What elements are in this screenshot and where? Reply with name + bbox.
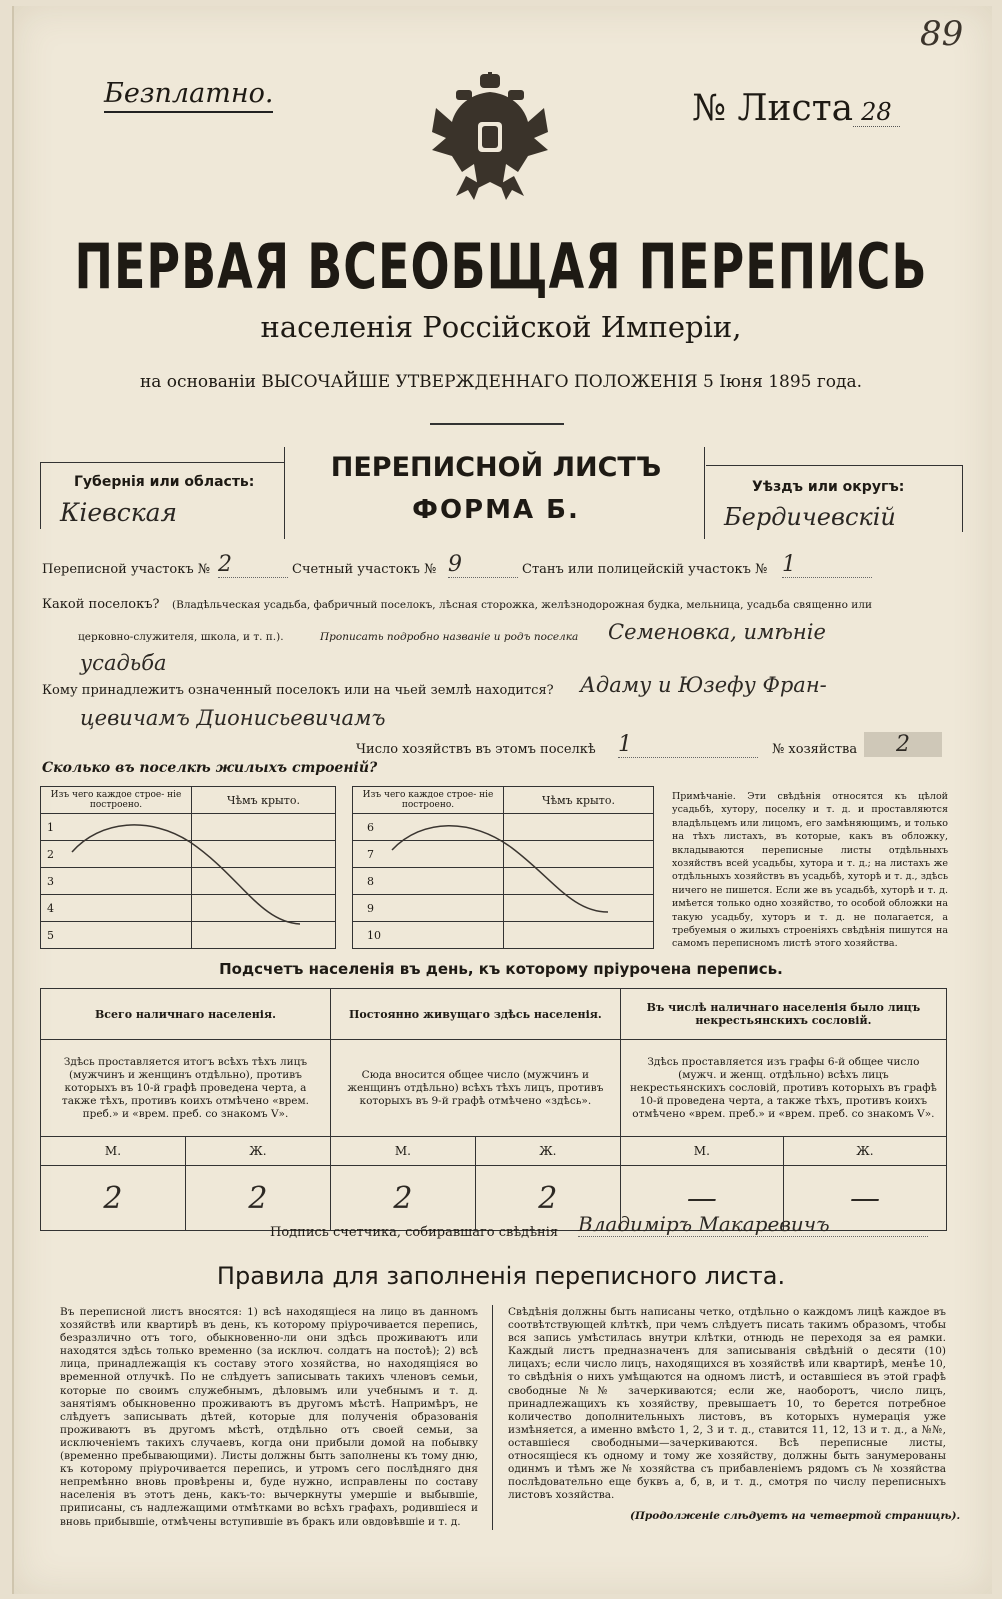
signature-label: Подпись счетчика, собиравшаго свѣдѣнія <box>270 1225 559 1240</box>
owner-question: Кому принадлежитъ означенный поселокъ или на чьей землѣ находится? <box>42 683 554 698</box>
households-value: 1 <box>618 732 758 758</box>
census-section-value: 2 <box>218 552 288 578</box>
free-label: Безплатно. <box>104 78 273 113</box>
permanent-female-value: 2 <box>475 1166 620 1231</box>
col-roof-header: Чѣмъ крыто. <box>192 787 336 814</box>
male-label: М. <box>41 1137 186 1166</box>
building-row-number: 8 <box>353 868 504 895</box>
col-material-header: Изъ чего каждое строе- ніе построено. <box>41 787 192 814</box>
rules-right-column: Свѣдѣнія должны быть написаны четко, отдѣльно о каждомъ лицѣ каждое въ соотвѣтствующей клѣткѣ, при чемъ слѣдуетъ писать такимъ образомъ, чтобы вся запись умѣстилась внутри клѣтки, отнюдь не переходя за ея рамки. Каждый листъ предназначенъ для записыванія свѣдѣній о десяти (10) лицахъ; если число лицъ, находящихся въ хозяйствѣ или квартирѣ, менѣе 10, то свѣдѣнія о нихъ умѣщаются на одномъ листѣ, и оставшіеся въ этой графѣ свободные №№ зачеркиваются; если же, наоборотъ, число лицъ, принадлежащихъ къ хозяйству, превышаетъ 10, то берется потребное количество дополнительныхъ листовъ, въ которыхъ нумерація уже измѣняется, а именно вмѣсто 1, 2, 3 и т. д., ставится 11, 12, 13 и т. д., а №№, оставшіеся свободными—зачеркиваются. Всѣ переписные листы, относящіеся къ одному и тому же хозяйству, должны быть занумерованы одинмъ и тѣмъ же № хозяйства съ прибавленіемъ рядомъ съ № хозяйства послѣдовательно еще буквъ а, б, в, и т. д., смотря по числу переписныхъ листовъ хозяйства. <box>508 1306 946 1502</box>
police-section-label: Станъ или полицейскій участокъ № <box>522 562 768 577</box>
police-section-value: 1 <box>782 552 872 578</box>
divider <box>284 447 285 539</box>
households-label: Число хозяйствъ въ этомъ поселкѣ <box>356 742 596 757</box>
form-title: ПЕРЕПИСНОЙ ЛИСТЪ <box>330 452 662 483</box>
owner-value-2: цевичамъ Дионисьевичамъ <box>80 706 386 730</box>
col-roof-header: Чѣмъ крыто. <box>504 787 654 814</box>
sheet-number-label: № Листа <box>692 88 854 129</box>
household-no-label: № хозяйства <box>772 742 858 757</box>
building-row-number: 10 <box>353 922 504 949</box>
page-title: ПЕРВАЯ ВСЕОБЩАЯ ПЕРЕПИСЬ <box>74 230 928 303</box>
settlement-value: Семеновка, имѣніе <box>608 620 826 644</box>
non-peasant-male-value: — <box>620 1166 783 1231</box>
owner-value: Адаму и Юзефу Фран- <box>580 673 827 697</box>
col-permanent-desc: Сюда вносится общее число (мужчинъ и женщинъ отдѣльно) всѣхъ тѣхъ лицъ, противъ которыхъ въ 9-й графѣ отмѣчено «здѣсь». <box>330 1040 620 1137</box>
divider <box>430 423 564 425</box>
building-row-number: 6 <box>353 814 504 841</box>
page-subtitle: населенія Россійской Имперіи, <box>260 310 742 344</box>
settlement-value-2: усадьба <box>80 651 167 675</box>
building-row-number: 1 <box>41 814 192 841</box>
household-no-value: 2 <box>864 732 942 757</box>
building-row-number: 2 <box>41 841 192 868</box>
district-value: Бердичевскій <box>724 503 896 531</box>
settlement-hint-2: церковно-служителя, школа, и т. п.). <box>78 631 284 643</box>
district-label: Уѣздъ или округъ: <box>752 479 905 495</box>
legal-basis: на основаніи ВЫСОЧАЙШЕ УТВЕРЖДЕННАГО ПОЛОЖЕНІЯ 5 Іюня 1895 года. <box>139 372 863 392</box>
divider <box>704 447 705 539</box>
permanent-male-value: 2 <box>330 1166 475 1231</box>
female-label: Ж. <box>185 1137 330 1166</box>
non-peasant-female-value: — <box>783 1166 946 1231</box>
male-label: М. <box>330 1137 475 1166</box>
building-row-number: 4 <box>41 895 192 922</box>
form-subtitle: ФОРМА Б. <box>412 495 580 525</box>
col-permanent-header: Постоянно живущаго здѣсь населенія. <box>330 989 620 1040</box>
building-row-number: 3 <box>41 868 192 895</box>
col-material-header: Изъ чего каждое строе- ніе построено. <box>353 787 504 814</box>
sheet-number <box>692 88 900 129</box>
rules-left-column: Въ переписной листъ вносятся: 1) всѣ находящіеся на лицо въ данномъ хозяйствѣ или квартирѣ въ день, къ которому пріурочивается перепись, безразлично отъ того, обыкновенно-ли они здѣсь проживаютъ или находятся здѣсь только временно (за исключ. солдатъ на постоѣ); 2) всѣ лица, принадлежащія къ составу этого хозяйства, но находящіяся во временной отлучкѣ. По не слѣдуетъ записывать такихъ членовъ семьи, которые по своимъ служебнымъ, дѣловымъ или учебнымъ и т. д. занятіямъ обыкновенно проживаютъ въ другомъ мѣстѣ. Напримѣръ, не слѣдуетъ записывать дѣтей, которые для полученія образованія проживаютъ въ другомъ мѣстѣ, отдѣльно отъ своей семьи, за исключеніемъ такихъ случаевъ, когда они прибыли домой на побывку (временно пребывающими). Листы должны быть заполнены къ тому дню, къ которому пріурочивается перепись, и утромъ сего послѣдняго дня непремѣнно вновь провѣрены и, буде нужно, исправлены по составу населенія въ этотъ день, какъ-то: вычеркнуты умершіе и выбывшіе, приписаны, съ надлежащими отмѣтками во всѣхъ графахъ, родившіеся и вновь прибывшіе, отмѣчены вступившіе въ бракъ или овдовѣвшіе и т. д. <box>60 1306 478 1528</box>
count-section-value: 9 <box>448 552 518 578</box>
male-label: М. <box>620 1137 783 1166</box>
total-female-value: 2 <box>185 1166 330 1231</box>
rules-title: Правила для заполненія переписного листа. <box>216 1262 786 1290</box>
population-table <box>40 988 947 1231</box>
count-section-label: Счетный участокъ № <box>292 562 437 577</box>
sheet-number-value: 28 <box>853 98 900 127</box>
settlement-instruction: Прописать подробно названіе и родъ поселка <box>320 631 579 643</box>
female-label: Ж. <box>475 1137 620 1166</box>
total-male-value: 2 <box>41 1166 186 1231</box>
building-row-number: 9 <box>353 895 504 922</box>
female-label: Ж. <box>783 1137 946 1166</box>
census-section-label: Переписной участокъ № <box>42 562 211 577</box>
building-row-number: 7 <box>353 841 504 868</box>
col-non-peasant-header: Въ числѣ наличнаго населенія было лицъ некрестьянскихъ сословій. <box>620 989 946 1040</box>
col-total-header: Всего наличнаго населенія. <box>41 989 331 1040</box>
continued-note: (Продолженіе слѣдуетъ на четвертой страницѣ). <box>630 1510 961 1522</box>
divider <box>492 1305 493 1530</box>
population-title: Подсчетъ населенія въ день, къ которому пріурочена перепись. <box>219 960 783 978</box>
strike-curve <box>40 812 336 942</box>
buildings-note: Примѣчаніе. Эти свѣдѣнія относятся къ цѣлой усадьбѣ, хутору, поселку и т. д. и проставляются владѣльцемъ или лицомъ, его замѣняющимъ, и только на тѣхъ листахъ, въ которые, какъ въ обложку, вкладываются переписные листы отдѣльныхъ хозяйствъ всей усадьбы, хутора и т. д.; на листахъ же отдѣльныхъ хозяйствъ въ усадьбѣ, хуторѣ и т. д., здѣсь ничего не пишется. Если же въ усадьбѣ, хуторѣ и т. д. имѣется только одно хозяйство, то особой обложки на такую усадьбу, хуторъ и т. д. не полагается, а требуемыя о жилыхъ строеніяхъ свѣдѣнія пишутся на самомъ переписномъ листѣ этого хозяйства. <box>672 791 948 950</box>
province-value: Кіевская <box>60 498 178 527</box>
building-row-number: 5 <box>41 922 192 949</box>
page-number: 89 <box>920 14 964 54</box>
double-headed-eagle-icon <box>426 72 554 204</box>
province-label: Губернія или область: <box>74 474 255 490</box>
signature-value: Владиміръ Макаревичъ <box>578 1212 928 1237</box>
settlement-hint: (Владѣльческая усадьба, фабричный поселокъ, лѣсная сторожка, желѣзнодорожная будка, мельница, усадьба священно или <box>172 599 872 611</box>
buildings-question: Сколько въ поселкѣ жилыхъ строеній? <box>42 760 378 776</box>
col-non-peasant-desc: Здѣсь проставляется изъ графы 6-й общее число (мужч. и женщ. отдѣльно) всѣхъ лицъ некрестьянскихъ сословій, противъ которыхъ въ графѣ 10-й проведена черта, а также тѣхъ, противъ коихъ отмѣчено «врем. преб.» и «врем. преб. со знакомъ V». <box>620 1040 946 1137</box>
settlement-question: Какой поселокъ? <box>42 597 160 612</box>
strike-curve <box>352 812 654 942</box>
col-total-desc: Здѣсь проставляется итогъ всѣхъ тѣхъ лицъ (мужчинъ и женщинъ отдѣльно), противъ которыхъ въ 10-й графѣ проведена черта, а также тѣхъ, противъ коихъ отмѣчено «врем. преб.» и «врем. преб. со знакомъ V». <box>41 1040 331 1137</box>
